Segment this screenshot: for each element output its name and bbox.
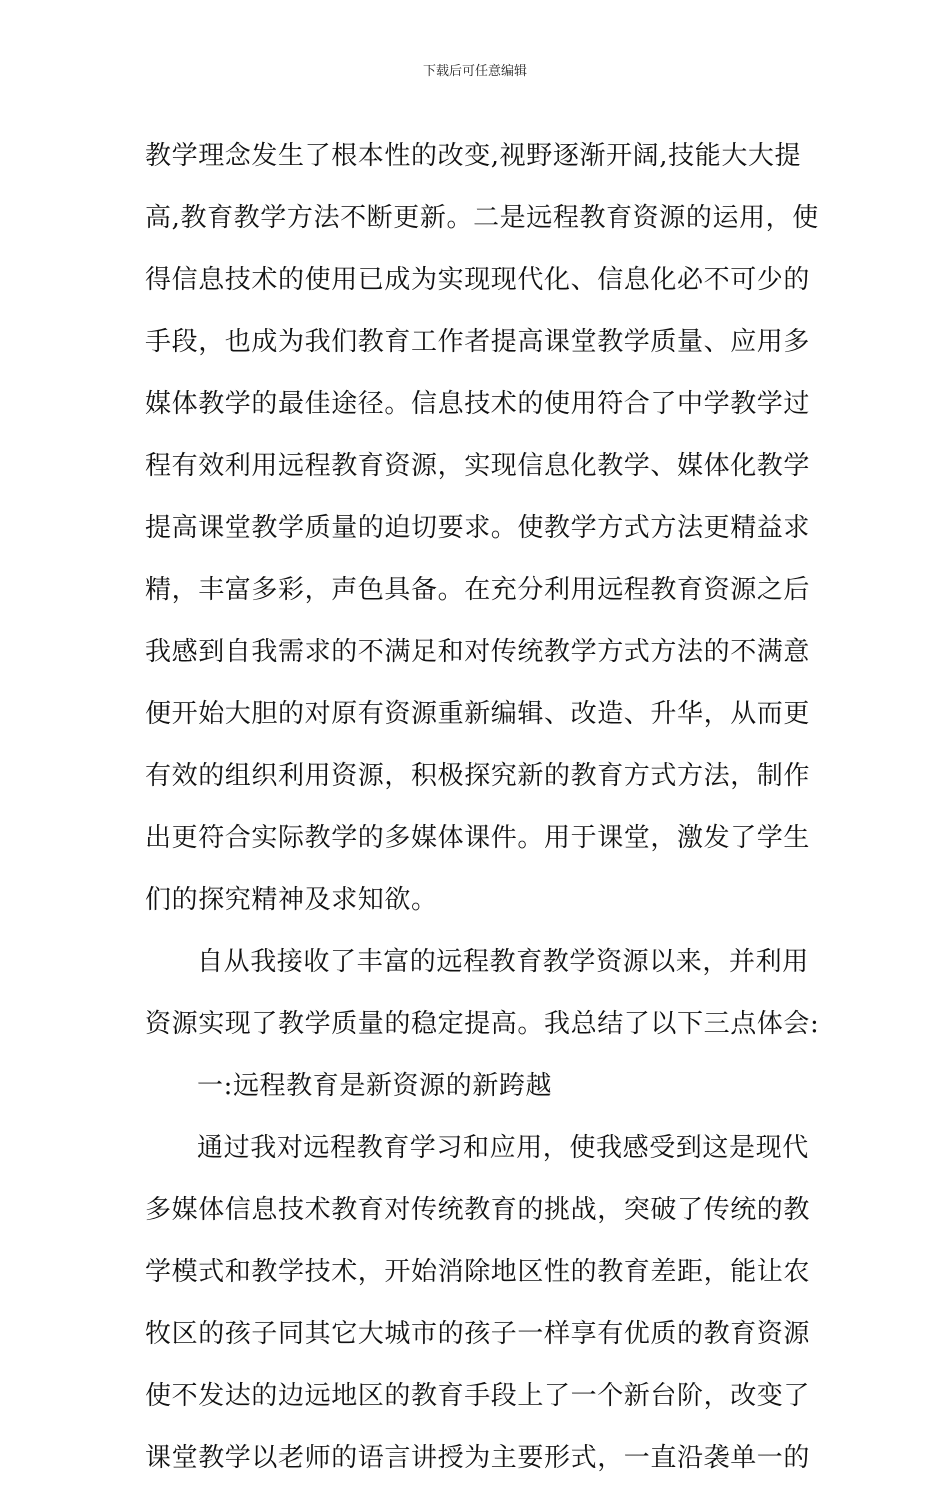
text-line: 手段，也成为我们教育工作者提高课堂教学质量、应用多 bbox=[145, 327, 811, 357]
text-line: 学模式和教学技术，开始消除地区性的教育差距，能让农 bbox=[145, 1257, 811, 1287]
text-line: 教学理念发生了根本性的改变,视野逐渐开阔,技能大大提 bbox=[145, 141, 802, 171]
text-line: 牧区的孩子同其它大城市的孩子一样享有优质的教育资源 bbox=[145, 1319, 811, 1349]
text-line: 资源实现了教学质量的稳定提高。我总结了以下三点体会: bbox=[145, 1009, 820, 1039]
text-line: 程有效利用远程教育资源，实现信息化教学、媒体化教学 bbox=[145, 451, 811, 481]
text-line: 得信息技术的使用已成为实现现代化、信息化必不可少的 bbox=[145, 265, 811, 295]
text-line: 精，丰富多彩，声色具备。在充分利用远程教育资源之后 bbox=[145, 575, 811, 605]
paragraph-start-line: 通过我对远程教育学习和应用，使我感受到这是现代 bbox=[197, 1133, 809, 1163]
text-line: 使不发达的边远地区的教育手段上了一个新台阶，改变了 bbox=[145, 1381, 811, 1411]
text-line: 高,教育教学方法不断更新。二是远程教育资源的运用，使 bbox=[145, 203, 819, 233]
text-line: 提高课堂教学质量的迫切要求。使教学方式方法更精益求 bbox=[145, 513, 811, 543]
text-line: 有效的组织利用资源，积极探究新的教育方式方法，制作 bbox=[145, 761, 811, 791]
text-line: 便开始大胆的对原有资源重新编辑、改造、升华，从而更 bbox=[145, 699, 811, 729]
text-line: 出更符合实际教学的多媒体课件。用于课堂，激发了学生 bbox=[145, 823, 811, 853]
section-heading: 一:远程教育是新资源的新跨越 bbox=[197, 1071, 553, 1101]
text-line: 课堂教学以老师的语言讲授为主要形式，一直沿袭单一的 bbox=[145, 1443, 811, 1473]
page-header-note: 下载后可任意编辑 bbox=[422, 64, 527, 79]
text-line: 们的探究精神及求知欲。 bbox=[145, 885, 438, 915]
paragraph-start-line: 自从我接收了丰富的远程教育教学资源以来，并利用 bbox=[197, 947, 809, 977]
text-line: 我感到自我需求的不满足和对传统教学方式方法的不满意 bbox=[145, 637, 811, 667]
text-line: 媒体教学的最佳途径。信息技术的使用符合了中学教学过 bbox=[145, 389, 811, 419]
text-line: 多媒体信息技术教育对传统教育的挑战，突破了传统的教 bbox=[145, 1195, 811, 1225]
document-body bbox=[145, 125, 820, 1489]
